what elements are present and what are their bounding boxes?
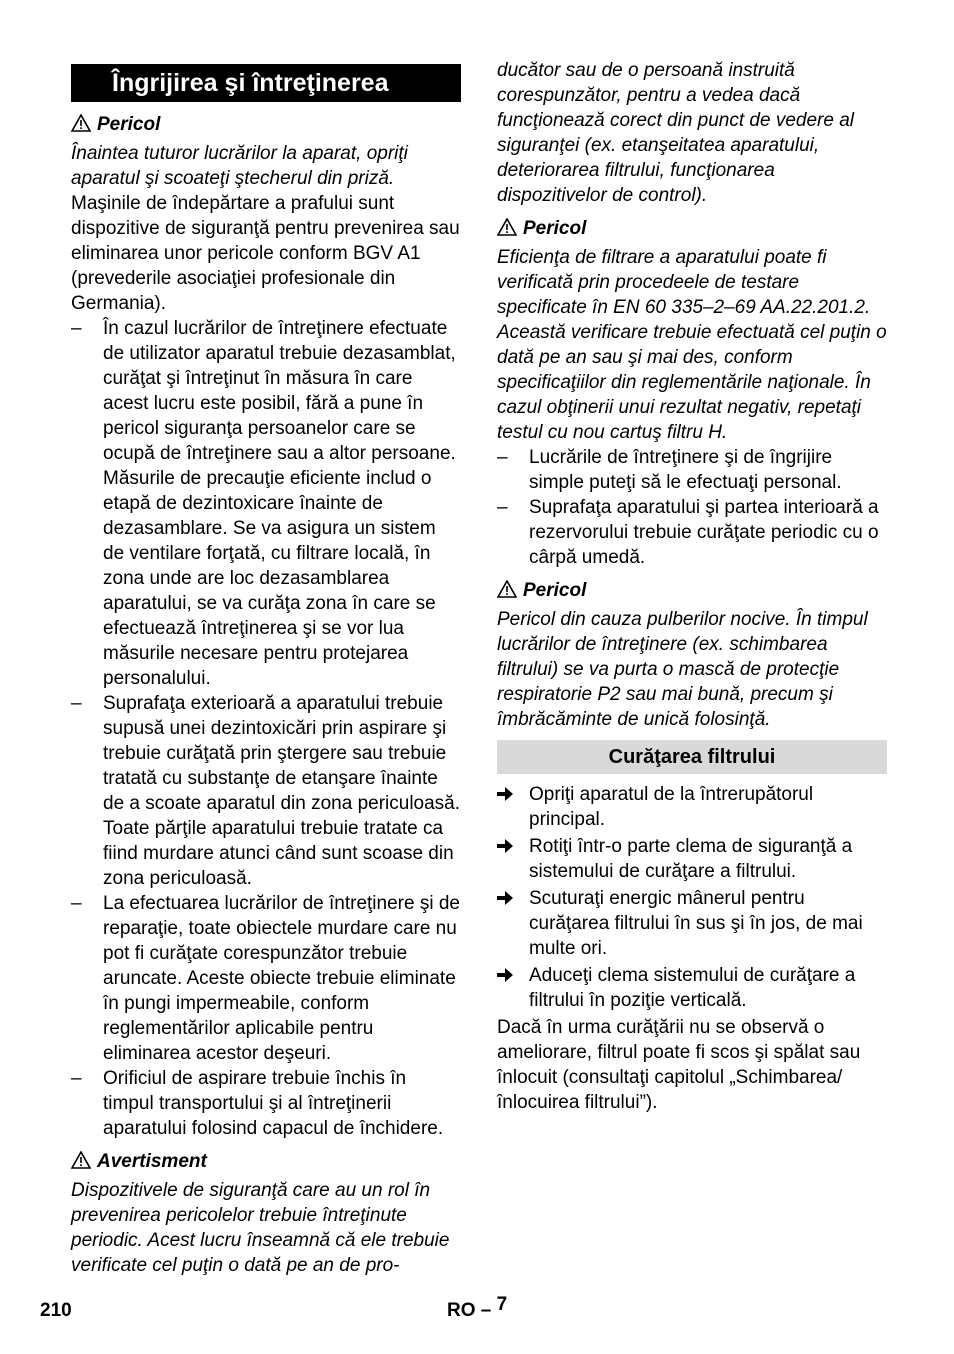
closing-text: Dacă în urma curăţării nu se observă o ameliorare, filtrul poate fi scos şi spălat sau înlocuit (consultaţi capitolul „Schimbarea/ înlocuirea filtrului”).: [497, 1017, 861, 1113]
danger-text: Eficienţa de filtrare a aparatului poate fi verificată prin procedeele de testare specificate în EN 60 335–2–69 AA.22.201.2. Această verificare trebuie efectuată cel puţin o dată pe an sau şi mai des, conform specificaţiilor din reglementările naţionale. În cazul obţinerii unui rezultat negativ, repetaţi testul cu nou cartuş filtru H.: [497, 247, 887, 443]
dash-marker: –: [497, 497, 508, 518]
list-item-text: Suprafaţa exterioară a aparatului trebuie supusă unei dezintoxicări prin aspirare şi trebuie curăţată prin ştergere sau trebuie tratată cu substanţe de etanşare înainte de a scoate aparatul din zona periculoasă. Toate părţile aparatului trebuie tratate ca fiind murdare atunci când sunt scoase din zona periculoasă.: [103, 693, 461, 889]
danger-label: Pericol: [523, 218, 587, 239]
footer-language: RO: [447, 1300, 476, 1321]
arrow-right-icon: [497, 891, 513, 905]
dash-marker: –: [71, 1068, 82, 1089]
dash-marker: –: [71, 318, 82, 339]
list-item: [71, 1066, 461, 1141]
right-column: [497, 58, 887, 1115]
warning-label: Avertisment: [97, 1151, 207, 1172]
warning-triangle-icon: [71, 1151, 91, 1169]
dash-marker: –: [71, 693, 82, 714]
step-item: [497, 834, 887, 884]
danger-text: Înaintea tuturor lucrărilor la aparat, opriţi aparatul şi scoateţi ştecherul din priză.: [71, 143, 408, 189]
danger-heading: [497, 216, 887, 241]
footer-language-page: [447, 1294, 508, 1323]
intro-text: Maşinile de îndepărtare a prafului sunt dispozitive de siguranţă pentru prevenirea sau eliminarea unor pericole conform BGV A1 (prevederile asociaţiei profesionale din Germania).: [71, 193, 460, 314]
warning-triangle-icon: [497, 218, 517, 236]
page-number: 210: [40, 1300, 72, 1321]
arrow-right-icon: [497, 968, 513, 982]
step-text: Aduceţi clema sistemului de curăţare a filtrului în poziţie verticală.: [529, 965, 856, 1011]
step-item: [497, 782, 887, 832]
left-column: [71, 58, 461, 1278]
step-text: Opriţi aparatul de la întrerupătorul principal.: [529, 784, 814, 830]
list-item: [71, 691, 461, 891]
list-item: [71, 316, 461, 691]
warning-heading: [71, 1149, 461, 1174]
list-item: [71, 891, 461, 1066]
list-item: [497, 495, 887, 570]
danger-text: Pericol din cauza pulberilor nocive. În timpul lucrărilor de întreţinere (ex. schimbarea filtrului) se va purta o mască de protecţie respiratorie P2 sau mai bună, precum şi îmbrăcăminte de unică folosinţă.: [497, 609, 868, 730]
page-title: Îngrijirea şi întreţinerea: [71, 64, 461, 102]
footer-dash: –: [480, 1300, 492, 1321]
arrow-right-icon: [497, 839, 513, 853]
danger-heading: [71, 112, 461, 137]
danger-heading: [497, 578, 887, 603]
list-item: [497, 445, 887, 495]
danger-label: Pericol: [97, 114, 161, 135]
section-heading: Curăţarea filtrului: [497, 740, 887, 774]
warning-text: Dispozitivele de siguranţă care au un rol în prevenirea pericolelor trebuie întreţinute periodic. Acest lucru înseamnă că ele trebuie verificate cel puţin o dată pe an de pro-: [71, 1180, 450, 1276]
list-item-text: Suprafaţa aparatului şi partea interioară a rezervorului trebuie curăţate periodic cu o cârpă umedă.: [529, 497, 879, 568]
danger-label: Pericol: [523, 580, 587, 601]
dash-marker: –: [71, 893, 82, 914]
arrow-right-icon: [497, 787, 513, 801]
dash-marker: –: [497, 447, 508, 468]
step-text: Scuturaţi energic mânerul pentru curăţarea filtrului în sus şi în jos, de mai multe ori.: [529, 888, 863, 959]
step-item: [497, 963, 887, 1013]
list-item-text: În cazul lucrărilor de întreţinere efectuate de utilizator aparatul trebuie dezasamblat, curăţat şi întreţinut în măsura în care acest lucru este posibil, fără a pune în pericol siguranţa persoanelor care se ocupă de întreţinere sau a altor persoane. Măsurile de precauţie eficiente includ o etapă de dezintoxicare înainte de dezasamblare. Se va asigura un sistem de ventilare forţată, cu filtrare locală, în zona unde are loc dezasamblarea aparatului, se va curăţa zona în care se efectuează întreţinerea şi se vor lua măsurile necesare pentru protejarea personalului.: [103, 318, 456, 689]
continued-text: ducător sau de o persoană instruită corespunzător, pentru a vedea dacă funcţionează corect din punct de vedere al siguranţei (ex. etanşeitatea aparatului, deteriorarea filtrului, funcţionarea dispozitivelor de control).: [497, 60, 855, 206]
warning-triangle-icon: [71, 114, 91, 132]
step-text: Rotiţi într-o parte clema de siguranţă a sistemului de curăţare a filtrului.: [529, 836, 853, 882]
warning-triangle-icon: [497, 580, 517, 598]
list-item-text: Lucrările de întreţinere şi de îngrijire simple puteţi să le efectuaţi personal.: [529, 447, 842, 493]
step-item: [497, 886, 887, 961]
list-item-text: Orificiul de aspirare trebuie închis în timpul transportului şi al întreţinerii aparatului folosind capacul de închidere.: [103, 1068, 444, 1139]
footer-subpage: 7: [496, 1294, 508, 1315]
list-item-text: La efectuarea lucrărilor de întreţinere şi de reparaţie, toate obiectele murdare care nu pot fi curăţate corespunzător trebuie aruncate. Aceste obiecte trebuie eliminate în pungi impermeabile, conform reglementărilor aplicabile pentru eliminarea acestor deşeuri.: [103, 893, 460, 1064]
